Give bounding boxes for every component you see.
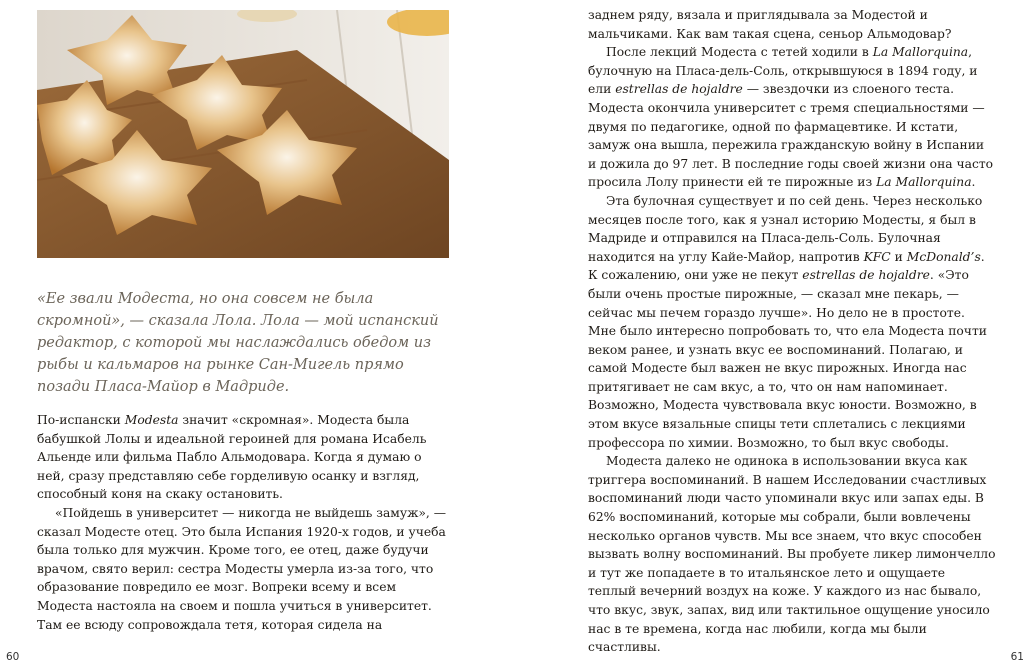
page-number-left: 60 [6,651,20,663]
paragraph: По-испански Modesta значит «скромная». Модеста была бабушкой Лолы и идеальной героиней для романа Исабель Альенде или фильма Пабло Альмодовара. Когда я думаю о ней, сразу представляю себе горделивую осанку и взгляд, способный коня на скаку остановить. [37,413,427,502]
right-body-text [588,6,996,657]
paragraph: заднем ряду, вязала и приглядывала за Модестой и мальчиками. Как вам такая сцена, сеньор Альмодовар? [588,8,952,41]
paragraph: Модеста далеко не одинока в использовании вкуса как триггера воспоминаний. В нашем Исследовании счастливых воспоминаний люди часто упоминали вкус или запах еды. В 62% воспоминаний, которые мы собрали, были вовлечены несколько органов чувств. Мы все знаем, что вкус способен вызвать волну воспоминаний. Вы пробуете ликер лимончелло и тут же попадаете в то итальянское лето и ощущаете теплый вечерний воздух на коже. У каждого из нас бывало, что вкус, звук, запах, вид или тактильное ощущение уносило нас в те времена, когда нас любили, когда мы были счастливы. [588,454,996,655]
pastry-photo [37,10,449,258]
paragraph: После лекций Модеста с тетей ходили в La Mallorquina, булочную на Пласа-дель-Соль, открывшуюся в 1894 году, и ели estrellas de hojaldre — звездочки из слоеного теста. Модеста окончила университет с тремя специальностями — двумя по педагогике, одной по фармацевтике. И кстати, замуж она вышла, пережила гражданскую войну в Испании и дожила до 97 лет. В последние годы своей жизни она часто просила Лолу принести ей те пирожные из La Mallorquina. [588,45,994,190]
page-number-right: 61 [1010,651,1024,663]
pull-quote: «Ее звали Модеста, но она совсем не была скромной», — сказала Лола. Лола — мой испанский редактор, с которой мы наслаждались обедом из рыбы и кальмаров на рынке Сан-Мигель прямо позади Пласа-Майор в Мадриде. [37,291,439,395]
left-body-text [37,411,451,634]
paragraph: Эта булочная существует и по сей день. Через несколько месяцев после того, как я узнал историю Модесты, я был в Мадриде и отправился на Пласа-дель-Соль. Булочная находится на углу Кайе-Майор, напротив KFC и McDonald’s. К сожалению, они уже не пекут estrellas de hojaldre. «Это были очень простые пирожные, — сказал мне пекарь, — сейчас мы печем гораздо лучше». Но дело не в простоте. Мне было интересно попробовать то, что ела Модеста почти веком ранее, и узнать вкус ее воспоминаний. Полагаю, и самой Модесте был важен не вкус пирожных. Иногда нас притягивает не сам вкус, а то, что он нам напоминает. Возможно, Модеста чувствовала вкус юности. Возможно, в этом вкусе вязальные спицы тети сплетались с лекциями профессора по химии. Возможно, то был вкус свободы. [588,193,987,450]
right-page [516,0,1032,665]
pastry-illustration [37,10,449,258]
paragraph: «Пойдешь в университет — никогда не выйдешь замуж», — сказал Модесте отец. Это была Испания 1920-х годов, и учеба была только для мужчин. Кроме того, ее отец, даже будучи врачом, свято верил: сестра Модесты умерла из-за того, что образование повредило ее мозг. Вопреки всему и всем Модеста настояла на своем и пошла учиться в университет. Там ее всюду сопровождала тетя, которая сидела на [37,505,447,632]
